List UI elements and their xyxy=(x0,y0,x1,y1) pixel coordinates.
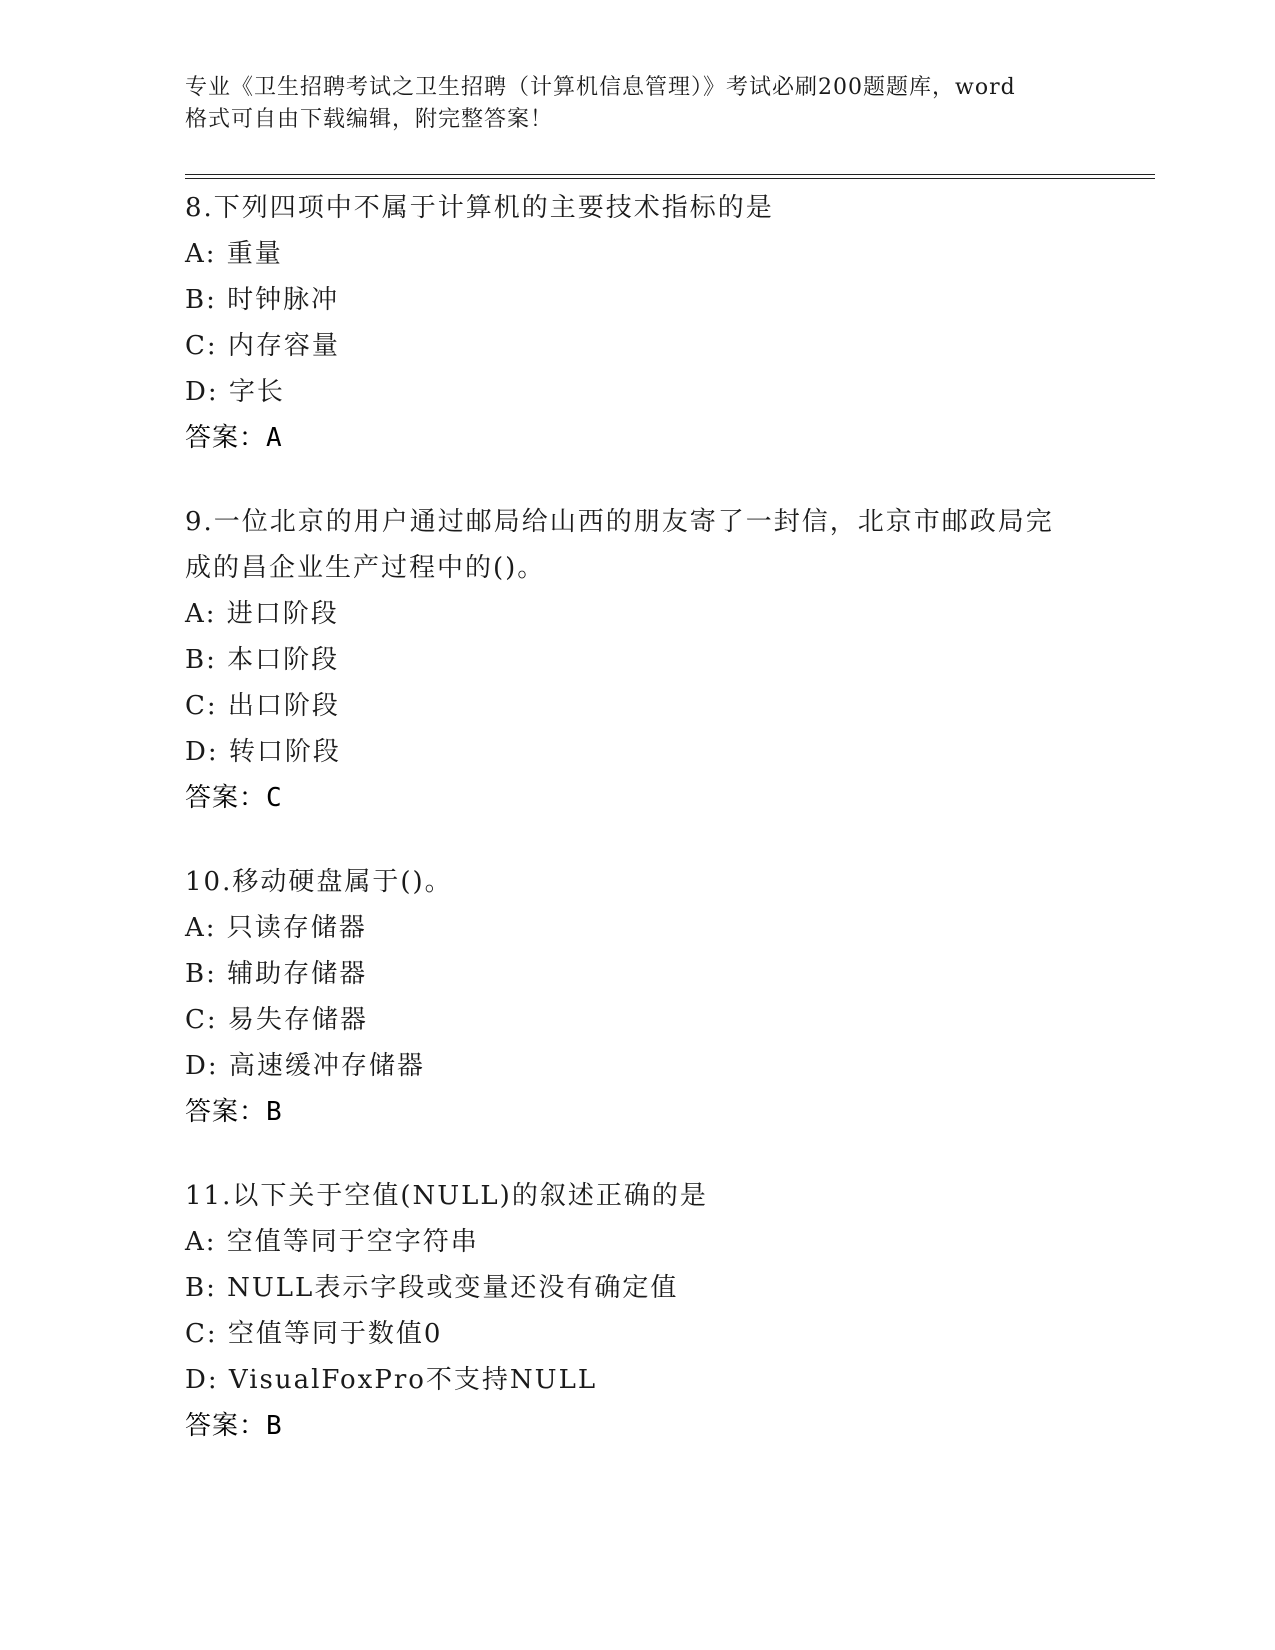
option-c: C: 内存容量 xyxy=(185,331,340,361)
option-a: A: 空值等同于空字符串 xyxy=(185,1227,479,1257)
question-text: 11.以下关于空值(NULL)的叙述正确的是 xyxy=(185,1181,708,1211)
question-8 xyxy=(185,185,1155,461)
option-a: A: 只读存储器 xyxy=(185,913,367,943)
option-b: B: 时钟脉冲 xyxy=(185,285,340,315)
option-c: C: 出口阶段 xyxy=(185,691,340,721)
option-d: D: 转口阶段 xyxy=(185,737,341,767)
answer: 答案：B xyxy=(185,1097,283,1127)
question-text: 8.下列四项中不属于计算机的主要技术指标的是 xyxy=(185,193,774,223)
question-text: 10.移动硬盘属于()。 xyxy=(185,867,453,897)
option-d: D: VisualFoxPro不支持NULL xyxy=(185,1365,598,1395)
option-a: A: 进口阶段 xyxy=(185,599,339,629)
answer: 答案：A xyxy=(185,423,283,453)
option-b: B: 本口阶段 xyxy=(185,645,340,675)
document-header xyxy=(185,72,1085,136)
option-d: D: 高速缓冲存储器 xyxy=(185,1051,425,1081)
answer: 答案：C xyxy=(185,783,283,813)
option-c: C: 空值等同于数值0 xyxy=(185,1319,443,1349)
answer: 答案：B xyxy=(185,1411,283,1441)
question-11 xyxy=(185,1173,1155,1449)
header-line-1: 专业《卫生招聘考试之卫生招聘（计算机信息管理）》考试必刷200题题库，word xyxy=(185,75,1016,100)
option-d: D: 字长 xyxy=(185,377,285,407)
document-page xyxy=(185,72,1155,1487)
option-a: A: 重量 xyxy=(185,239,283,269)
header-line-2: 格式可自由下载编辑，附完整答案！ xyxy=(185,107,554,132)
option-c: C: 易失存储器 xyxy=(185,1005,368,1035)
question-list xyxy=(185,185,1155,1449)
header-divider xyxy=(185,174,1155,179)
option-b: B: 辅助存储器 xyxy=(185,959,368,989)
question-9 xyxy=(185,499,1155,821)
question-text: 9.一位北京的用户通过邮局给山西的朋友寄了一封信，北京市邮政局完成的昌企业生产过程中的()。 xyxy=(185,507,1054,583)
option-b: B: NULL表示字段或变量还没有确定值 xyxy=(185,1273,679,1303)
question-10 xyxy=(185,859,1155,1135)
